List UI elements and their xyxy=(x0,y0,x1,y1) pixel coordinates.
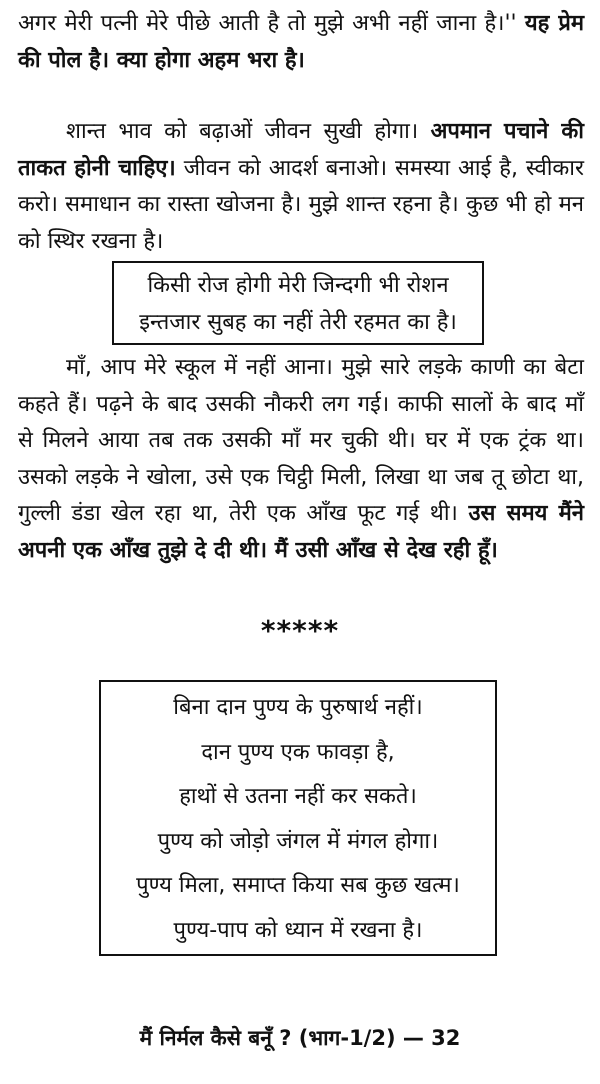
poem-line-5: पुण्य मिला, समाप्त किया सब कुछ खत्म। xyxy=(136,873,460,898)
couplet-line-1: किसी रोज होगी मेरी जिन्दगी भी रोशन xyxy=(147,273,449,298)
paragraph-3-bold: उस समय मैंने अपनी एक आँख तुझे दे दी थी। मैं उसी आँख से देख रही हूँ। xyxy=(18,501,584,563)
poem-box xyxy=(99,680,497,956)
poem-line-1: बिना दान पुण्य के पुरुषार्थ नहीं। xyxy=(173,695,423,720)
paragraph-2-text-a: शान्त भाव को बढ़ाओं जीवन सुखी होगा। xyxy=(66,119,431,144)
poem-line-2: दान पुण्य एक फावड़ा है, xyxy=(201,739,395,765)
paragraph-1-bold: यह प्रेम की पोल है। क्या होगा अहम भरा है। xyxy=(18,11,584,73)
paragraph-2 xyxy=(18,114,584,260)
paragraph-2-text-b: जीवन को आदर्श बनाओ। समस्या आई है, स्वीकार करो। समाधान का रास्ता खोजना है। मुझे शान्त रहना है। कुछ भी हो मन को स्थिर रखना है। xyxy=(18,155,584,254)
couplet-line-2: इन्तजार सुबह का नहीं तेरी रहमत का है। xyxy=(139,310,457,335)
page-footer: मैं निर्मल कैसे बनूँ ? (भाग-1/2) — 32 xyxy=(139,1026,461,1050)
paragraph-1-text: अगर मेरी पत्नी मेरे पीछे आती है तो मुझे अभी नहीं जाना है।'' xyxy=(18,11,525,36)
section-separator: ***** xyxy=(260,614,340,647)
paragraph-3-text: माँ, आप मेरे स्कूल में नहीं आना। मुझे सारे लड़के काणी का बेटा कहते हैं। पढ़ने के बाद उसकी नौकरी लग गई। काफी सालों के बाद माँ से मिलने आया तब तक उसकी माँ मर चुकी थी। घर में एक ट्रंक था। उसको लड़के ने खोला, उसे एक चिट्ठी मिली, लिखा था जब तू छोटा था, गुल्ली डंडा खेल रहा था, तेरी एक आँख फूट गई थी। xyxy=(18,355,584,526)
poem-line-6: पुण्य-पाप को ध्यान में रखना है। xyxy=(173,917,423,943)
couplet-box xyxy=(112,261,484,345)
paragraph-2-bold: अपमान पचाने की ताकत होनी चाहिए। xyxy=(18,119,585,181)
paragraph-3 xyxy=(18,350,584,569)
poem-line-3: हाथों से उतना नहीं कर सकते। xyxy=(179,784,417,809)
poem-line-4: पुण्य को जोड़ो जंगल में मंगल होगा। xyxy=(157,828,439,854)
paragraph-1 xyxy=(18,6,584,79)
